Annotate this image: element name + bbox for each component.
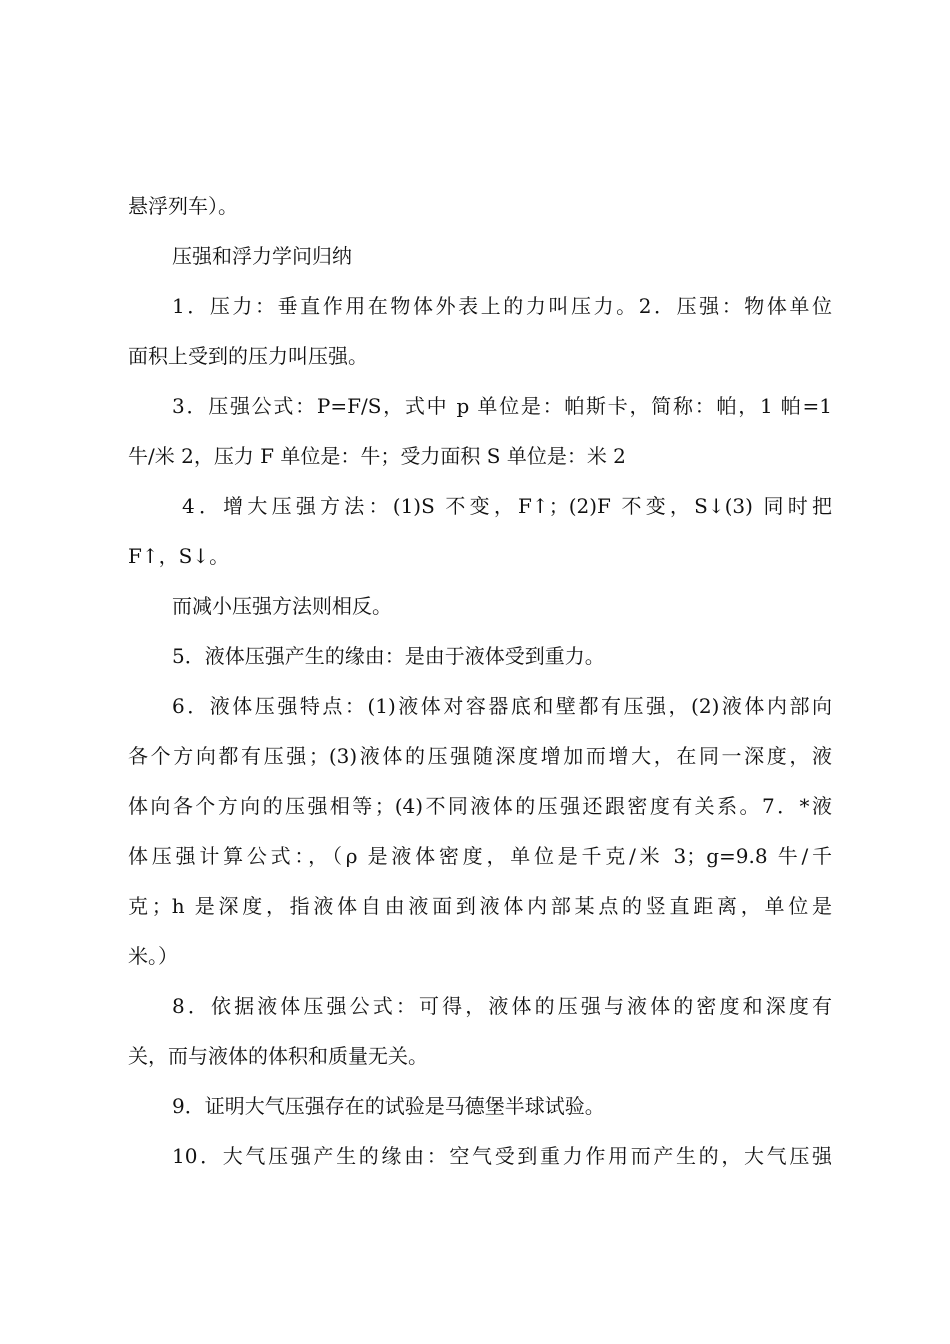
text-line: 8．依据液体压强公式：可得，液体的压强与液体的密度和深度有 <box>172 994 832 1018</box>
text-line: 5．液体压强产生的缘由：是由于液体受到重力。 <box>172 644 605 668</box>
text-line: 而减小压强方法则相反。 <box>172 594 392 618</box>
text-line: 牛/米 2，压力 F 单位是：牛；受力面积 S 单位是：米 2 <box>128 444 626 468</box>
text-line: 6．液体压强特点：(1)液体对容器底和壁都有压强，(2)液体内部向 <box>172 694 832 718</box>
section-heading: 压强和浮力学问归纳 <box>172 244 352 268</box>
text-line: 体压强计算公式：，（ρ 是液体密度，单位是千克/米 3；g=9.8 牛/千 <box>128 844 832 868</box>
text-line: F↑，S↓。 <box>128 544 230 568</box>
text-line: 10．大气压强产生的缘由：空气受到重力作用而产生的，大气压强 <box>172 1144 832 1168</box>
text-line: 各个方向都有压强；(3)液体的压强随深度增加而增大，在同一深度，液 <box>128 744 832 768</box>
text-line: 1．压力：垂直作用在物体外表上的力叫压力。2．压强：物体单位 <box>172 294 832 318</box>
text-line: 体向各个方向的压强相等；(4)不同液体的压强还跟密度有关系。7．*液 <box>128 794 832 818</box>
text-line: 面积上受到的压力叫压强。 <box>128 344 368 368</box>
text-line: 克；h 是深度，指液体自由液面到液体内部某点的竖直距离，单位是 <box>128 894 832 918</box>
text-line: 关，而与液体的体积和质量无关。 <box>128 1044 428 1068</box>
text-line: 悬浮列车）。 <box>128 194 238 218</box>
text-line: 米。） <box>128 944 178 968</box>
text-line: 3．压强公式：P=F/S，式中 p 单位是：帕斯卡，简称：帕，1 帕=1 <box>172 394 832 418</box>
text-line: 9．证明大气压强存在的试验是马德堡半球试验。 <box>172 1094 605 1118</box>
text-line: 4．增大压强方法：(1)S 不变，F↑；(2)F 不变，S↓(3) 同时把 <box>182 494 832 518</box>
